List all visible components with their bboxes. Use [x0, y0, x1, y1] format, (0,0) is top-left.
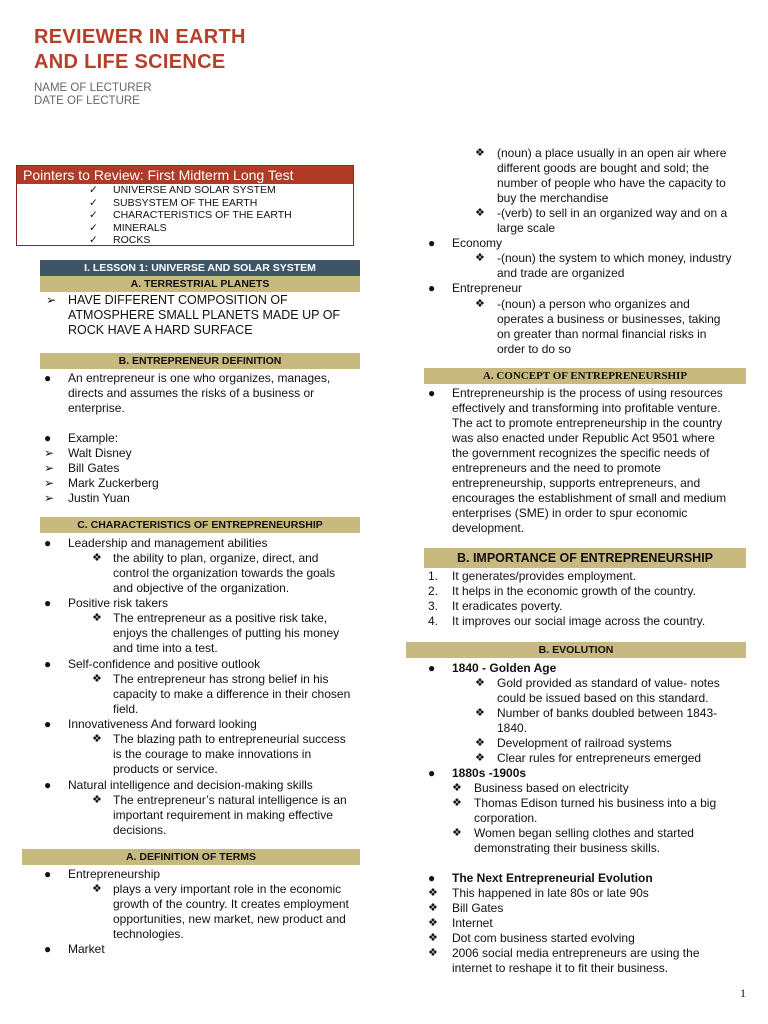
terrestrial-text: HAVE DIFFERENT COMPOSITION OF ATMOSPHERE SMALL PLANETS MADE UP OF ROCK HAVE A HARD SURFACE	[68, 293, 341, 337]
pointers-heading: Pointers to Review: First Midterm Long Test	[17, 166, 353, 184]
characteristic-detail: The blazing path to entrepreneurial success is the courage to make innovations in products or service.	[113, 732, 346, 776]
bullet-icon: ●	[44, 536, 52, 550]
person-item: Walt Disney	[68, 446, 132, 460]
next-evolution-item: This happened in late 80s or late 90s	[452, 886, 649, 900]
diamond-bullet-icon: ❖	[92, 883, 102, 895]
pointer-item: ✓ UNIVERSE AND SOLAR SYSTEM	[89, 184, 276, 196]
terrestrial-heading: A. TERRESTRIAL PLANETS	[40, 276, 360, 292]
person-item: Justin Yuan	[68, 491, 130, 505]
bullet-icon: ●	[428, 871, 436, 885]
bullet-icon: ●	[428, 766, 436, 780]
diamond-bullet-icon: ❖	[92, 733, 102, 745]
arrow-bullet-icon: ➢	[44, 491, 55, 505]
term-entrepreneur: Entrepreneur	[452, 281, 523, 295]
term-entrepreneurship-detail: plays a very important role in the economic growth of the country. It creates employment opportunities, new market, new product and technologies.	[113, 882, 349, 941]
importance-number: 3.	[428, 599, 439, 613]
golden-age-item: Development of railroad systems	[497, 736, 672, 750]
arrow-bullet-icon: ➢	[46, 293, 57, 307]
importance-item: It helps in the economic growth of the country.	[452, 584, 696, 598]
lecture-date: DATE OF LECTURE	[34, 95, 140, 107]
diamond-bullet-icon: ❖	[428, 902, 438, 914]
characteristic-title: Natural intelligence and decision-making skills	[68, 778, 313, 792]
document-title	[34, 25, 246, 75]
bullet-icon: ●	[44, 942, 52, 956]
lesson1-heading: I. LESSON 1: UNIVERSE AND SOLAR SYSTEM	[40, 260, 360, 276]
bullet-icon: ●	[44, 371, 52, 385]
characteristic-title: Innovativeness And forward looking	[68, 717, 257, 731]
diamond-bullet-icon: ❖	[428, 947, 438, 959]
diamond-bullet-icon: ❖	[92, 612, 102, 624]
arrow-bullet-icon: ➢	[44, 476, 55, 490]
title-line-2: AND LIFE SCIENCE	[34, 51, 226, 73]
diamond-bullet-icon: ❖	[475, 147, 485, 159]
diamond-bullet-icon: ❖	[452, 782, 462, 794]
checkmark-icon: ✓	[89, 184, 98, 196]
golden-age-item: Clear rules for entrepreneurs emerged	[497, 751, 702, 765]
next-evolution-title: The Next Entrepreneurial Evolution	[452, 871, 653, 885]
economy-definition: -(noun) the system to which money, industry and trade are organized	[497, 251, 732, 280]
importance-item: It eradicates poverty.	[452, 599, 563, 613]
characteristic-detail: the ability to plan, organize, direct, and control the organization towards the goals and objective of the organization.	[113, 551, 336, 595]
golden-age-item: Number of banks doubled between 1843- 1840.	[497, 706, 718, 735]
lecturer-name: NAME OF LECTURER	[34, 82, 152, 94]
next-evolution-item: Dot com business started evolving	[452, 931, 635, 945]
bullet-icon: ●	[428, 386, 436, 400]
checkmark-icon: ✓	[89, 196, 98, 209]
diamond-bullet-icon: ❖	[92, 673, 102, 685]
next-evolution-item: Internet	[452, 916, 493, 930]
next-evolution-item: Bill Gates	[452, 901, 504, 915]
pointer-item: ✓ SUBSYSTEM OF THE EARTH	[89, 196, 258, 209]
arrow-bullet-icon: ➢	[44, 461, 55, 475]
person-item: Bill Gates	[68, 461, 120, 475]
diamond-bullet-icon: ❖	[428, 917, 438, 929]
bullet-icon: ●	[44, 717, 52, 731]
importance-item: It generates/provides employment.	[452, 569, 637, 583]
bullet-icon: ●	[44, 596, 52, 610]
concept-heading: A. CONCEPT OF ENTREPRENEURSHIP	[424, 368, 746, 384]
term-economy: Economy	[452, 236, 503, 250]
market-definition-noun: (noun) a place usually in an open air where different goods are bought and sold; the number of people who have the capacity to buy the merchandise	[497, 146, 727, 205]
era-1880s-item: Business based on electricity	[474, 781, 629, 795]
entrepreneur-definition-heading: B. ENTREPRENEUR DEFINITION	[40, 353, 360, 369]
importance-number: 1.	[428, 569, 439, 583]
diamond-bullet-icon: ❖	[475, 737, 485, 749]
era-1880s-item: Women began selling clothes and started demonstrating their business skills.	[474, 826, 694, 855]
pointer-item: ✓ CHARACTERISTICS OF THE EARTH	[89, 209, 292, 221]
characteristic-detail: The entrepreneur as a positive risk take, enjoys the challenges of putting his money and time into a test.	[113, 611, 340, 655]
pointer-item: ✓ ROCKS	[89, 234, 151, 246]
golden-age-item: Gold provided as standard of value- notes could be issued based on this standard.	[497, 676, 720, 705]
diamond-bullet-icon: ❖	[475, 298, 485, 310]
bullet-icon: ●	[428, 661, 436, 675]
importance-number: 2.	[428, 584, 439, 598]
characteristic-title: Leadership and management abilities	[68, 536, 268, 550]
bullet-icon: ●	[44, 867, 52, 881]
era-1880s-item: Thomas Edison turned his business into a big corporation.	[474, 796, 717, 825]
diamond-bullet-icon: ❖	[428, 887, 438, 899]
definition-of-terms-heading: A. DEFINITION OF TERMS	[22, 849, 360, 865]
diamond-bullet-icon: ❖	[452, 797, 462, 809]
era-golden-age: 1840 - Golden Age	[452, 661, 557, 675]
bullet-icon: ●	[44, 657, 52, 671]
pointers-box	[16, 165, 354, 246]
checkmark-icon: ✓	[89, 221, 98, 234]
diamond-bullet-icon: ❖	[475, 707, 485, 719]
arrow-bullet-icon: ➢	[44, 446, 55, 460]
characteristics-heading: C. CHARACTERISTICS OF ENTREPRENEURSHIP	[40, 517, 360, 533]
person-item: Mark Zuckerberg	[68, 476, 159, 490]
checkmark-icon: ✓	[89, 234, 98, 246]
bullet-icon: ●	[428, 236, 436, 250]
concept-text: Entrepreneurship is the process of using resources effectively and transforming into profitable venture. The act to promote entrepreneurship in the country was also enacted under Republic Act 9501 where the government recognizes the specific needs of entrepreneurs and the need to promote entrepreneurship, supports entrepreneurs, and encourages the establishment of small and medium enterprises (SME) in order to spur economic development.	[452, 386, 727, 535]
bullet-icon: ●	[44, 431, 52, 445]
diamond-bullet-icon: ❖	[452, 827, 462, 839]
era-1880s: 1880s -1900s	[452, 766, 527, 780]
importance-item: It improves our social image across the country.	[452, 614, 706, 628]
characteristic-title: Positive risk takers	[68, 596, 169, 610]
importance-number: 4.	[428, 614, 439, 628]
page-number: 1	[740, 986, 746, 1000]
diamond-bullet-icon: ❖	[475, 252, 485, 264]
characteristic-title: Self-confidence and positive outlook	[68, 657, 261, 671]
characteristic-detail: The entrepreneur has strong belief in his capacity to make a difference in their chosen field.	[113, 672, 351, 716]
diamond-bullet-icon: ❖	[475, 677, 485, 689]
diamond-bullet-icon: ❖	[475, 207, 485, 219]
diamond-bullet-icon: ❖	[475, 752, 485, 764]
bullet-icon: ●	[428, 281, 436, 295]
pointers-list	[17, 184, 353, 247]
importance-heading: B. IMPORTANCE OF ENTREPRENEURSHIP	[424, 548, 746, 568]
diamond-bullet-icon: ❖	[92, 794, 102, 806]
entrepreneur-definition: -(noun) a person who organizes and operates a business or businesses, taking on greater than normal financial risks in order to do so	[497, 297, 721, 356]
entrepreneur-definition-text: An entrepreneur is one who organizes, manages, directs and assumes the risks of a business or enterprise.	[68, 371, 331, 415]
evolution-heading: B. EVOLUTION	[406, 642, 746, 658]
checkmark-icon: ✓	[89, 209, 98, 221]
diamond-bullet-icon: ❖	[92, 552, 102, 564]
pointer-item: ✓ MINERALS	[89, 221, 167, 234]
next-evolution-item: 2006 social media entrepreneurs are using the internet to reshape it to fit their business.	[452, 946, 700, 975]
term-entrepreneurship: Entrepreneurship	[68, 867, 161, 881]
title-line-1: REVIEWER IN EARTH	[34, 26, 246, 48]
bullet-icon: ●	[44, 778, 52, 792]
market-definition-verb: -(verb) to sell in an organized way and on a large scale	[497, 206, 728, 235]
example-label: Example:	[68, 431, 119, 445]
diamond-bullet-icon: ❖	[428, 932, 438, 944]
term-market: Market	[68, 942, 105, 956]
characteristic-detail: The entrepreneur’s natural intelligence is an important requirement in making effective decisions.	[113, 793, 347, 837]
